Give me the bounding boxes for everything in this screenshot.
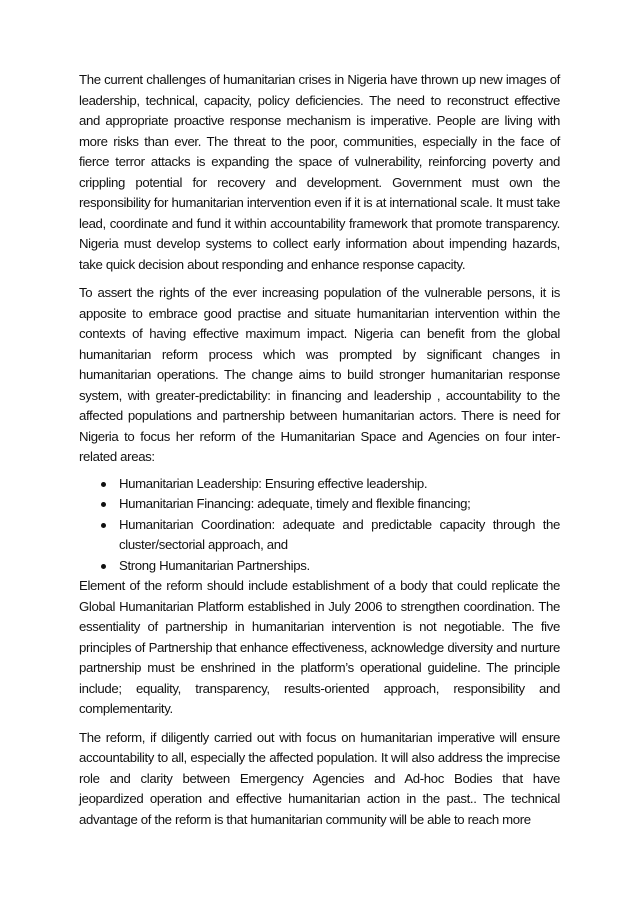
list-item-text: Humanitarian Financing: adequate, timely and flexible financing; — [119, 496, 471, 511]
bullet-icon — [101, 523, 106, 528]
paragraph-reform-outcome: The reform, if diligently carried out with focus on humanitarian imperative will ensure accountability to all, especially the affected population. It will also address the imprecise role and clarity between Emergency Agencies and Ad-hoc Bodies that have jeopardized operation and effective humanitarian action in the past.. The technical advantage of the reform is that humanitarian community will be able to reach more — [79, 729, 560, 827]
list-item-text: Strong Humanitarian Partnerships. — [119, 557, 310, 573]
list-item-partnerships — [79, 556, 560, 577]
bullet-icon — [101, 482, 106, 487]
list-item-coordination — [79, 515, 560, 556]
list-item-leadership — [79, 474, 560, 495]
bullet-icon — [101, 564, 106, 569]
document-body — [79, 70, 560, 838]
reform-areas-list — [79, 474, 560, 577]
list-item-text: Humanitarian Coordination: adequate and predictable capacity through the cluster/sectorial approach, and — [119, 516, 560, 552]
list-item-financing — [79, 494, 560, 515]
list-item-text: Humanitarian Leadership: Ensuring effective leadership. — [119, 475, 428, 491]
paragraph-challenges: The current challenges of humanitarian crises in Nigeria have thrown up new images of leadership, technical, capacity, policy deficiencies. The need to reconstruct effective and appropriate proactive response mechanism is imperative. People are living with more risks than ever. The threat to the poor, communities, especially in the face of fierce terror attacks is expanding the space of vulnerability, reinforcing poverty and crippling potential for recovery and development. Government must own the responsibility for humanitarian intervention even if it is at international scale. It must take lead, coordinate and fund it within accountability framework that promote transparency. Nigeria must develop systems to collect early information about impending hazards, take quick decision about responding and enhance response capacity. — [79, 72, 560, 272]
paragraph-reform-elements: Element of the reform should include establishment of a body that could replicate the Global Humanitarian Platform established in July 2006 to strengthen coordination. The essentiality of partnership in humanitarian intervention is not negotiable. The five principles of Partnership that enhance effectiveness, acknowledge diversity and nurture partnership must be enshrined in the platform’s operational guideline. The principle include; equality, transparency, results-oriented approach, responsibility and complementarity. — [79, 578, 560, 716]
paragraph-rights: To assert the rights of the ever increasing population of the vulnerable persons, it is apposite to embrace good practise and situate humanitarian intervention within the contexts of having effective maximum impact. Nigeria can benefit from the global humanitarian reform process which was prompted by significant changes in humanitarian operations. The change aims to build stronger humanitarian response system, with greater-predictability: in financing and leadership , accountability to the affected populations and partnership between humanitarian actors. There is need for Nigeria to focus her reform of the Humanitarian Space and Agencies on four inter-related areas: — [79, 285, 560, 464]
bullet-icon — [101, 502, 106, 507]
